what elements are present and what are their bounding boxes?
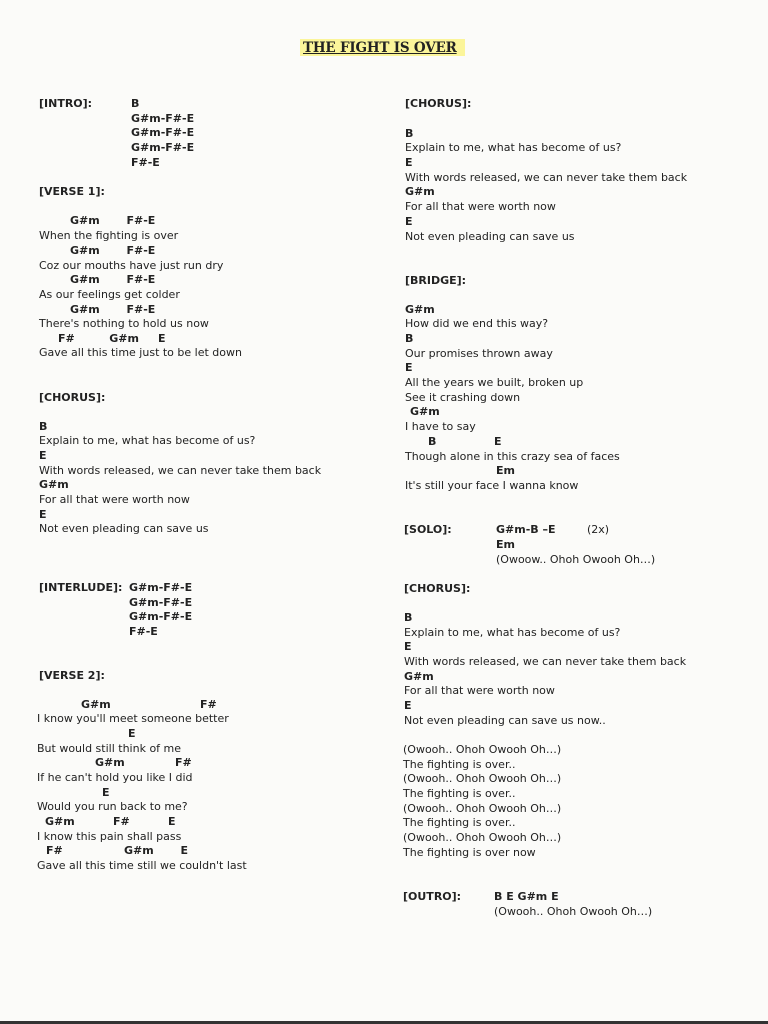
lyric-line: If he can't hold you like I did — [37, 771, 193, 784]
chord-line: B — [428, 435, 437, 448]
chord-line: G#m F#-E — [70, 244, 156, 257]
lyric-line: Our promises thrown away — [405, 347, 553, 360]
lyric-line: With words released, we can never take them back — [39, 464, 322, 477]
lyric-line: (Owooh.. Ohoh Owooh Oh…) — [494, 905, 653, 918]
lyric-line: (Owooh.. Ohoh Owooh Oh…) — [403, 802, 562, 815]
lyric-line: With words released, we can never take them back — [404, 655, 687, 668]
lyric-line: Not even pleading can save us — [39, 522, 209, 535]
chord-line: G#m-F#-E — [131, 112, 195, 125]
chord-line: G#m F#-E — [70, 214, 156, 227]
lyric-line: For all that were worth now — [39, 493, 190, 506]
chord-line: G#m — [410, 405, 440, 418]
lyric-line: Explain to me, what has become of us? — [39, 434, 256, 447]
chord-line: G#m F#-E — [70, 303, 156, 316]
section-label: [OUTRO]: — [403, 890, 462, 903]
chord-line: B — [405, 332, 414, 345]
section-label: [BRIDGE]: — [405, 274, 467, 287]
chord-line: F# G#m E — [58, 332, 166, 345]
lyric-line: Gave all this time still we couldn't last — [37, 859, 247, 872]
section-label: [SOLO]: — [404, 523, 452, 536]
chord-line: F#-E — [131, 156, 160, 169]
lyric-line: How did we end this way? — [405, 317, 549, 330]
chord-line: E — [405, 361, 413, 374]
chord-line: B — [39, 420, 48, 433]
lyric-line: Though alone in this crazy sea of faces — [405, 450, 620, 463]
section-label: [CHORUS]: — [39, 391, 106, 404]
lyric-line: Not even pleading can save us now.. — [404, 714, 606, 727]
chord-line: E — [128, 727, 136, 740]
chord-line: B — [404, 611, 413, 624]
lyric-line: (Owooh.. Ohoh Owooh Oh…) — [403, 743, 562, 756]
chord-line: G#m — [404, 670, 434, 683]
lyric-line: (Owooh.. Ohoh Owooh Oh…) — [403, 831, 562, 844]
chord-line: G#m — [39, 478, 69, 491]
chord-line: E — [39, 449, 47, 462]
chord-line: G#m — [405, 185, 435, 198]
chord-line: B E G#m E — [494, 890, 559, 903]
lyric-line: But would still think of me — [37, 742, 182, 755]
section-label: [INTRO]: — [39, 97, 93, 110]
chord-line: Em — [496, 538, 515, 551]
chord-line: G#m-F#-E — [129, 596, 193, 609]
chord-line: G#m — [81, 698, 111, 711]
section-label: [VERSE 2]: — [39, 669, 105, 682]
lyric-line: Would you run back to me? — [37, 800, 188, 813]
section-label: [VERSE 1]: — [39, 185, 105, 198]
chord-line: G#m F#-E — [70, 273, 156, 286]
lyric-line: I have to say — [405, 420, 476, 433]
section-label: [CHORUS]: — [405, 97, 472, 110]
lyric-line: The fighting is over now — [403, 846, 536, 859]
chord-line: E — [405, 156, 413, 169]
lyric-line: I know this pain shall pass — [37, 830, 182, 843]
lyric-line: Coz our mouths have just run dry — [39, 259, 224, 272]
chord-line: Em — [496, 464, 515, 477]
chord-line: E — [39, 508, 47, 521]
lyric-line: With words released, we can never take them back — [405, 171, 688, 184]
lyric-line: The fighting is over.. — [403, 816, 516, 829]
lyric-line: When the fighting is over — [39, 229, 179, 242]
chord-line: G#m — [95, 756, 125, 769]
lyric-line: Explain to me, what has become of us? — [405, 141, 622, 154]
lyric-line: Not even pleading can save us — [405, 230, 575, 243]
lyric-line: As our feelings get colder — [39, 288, 180, 301]
chord-line: E — [102, 786, 110, 799]
lyric-line: The fighting is over.. — [403, 787, 516, 800]
lyric-line: (Owooh.. Ohoh Owooh Oh…) — [403, 772, 562, 785]
lyric-line: The fighting is over.. — [403, 758, 516, 771]
chord-line: G#m — [405, 303, 435, 316]
chord-line: F# — [200, 698, 217, 711]
section-label: [INTERLUDE]: — [39, 581, 123, 594]
chord-line: B — [405, 127, 414, 140]
chord-line: F# G#m E — [46, 844, 189, 857]
lyric-line: For all that were worth now — [405, 200, 556, 213]
chord-line: E — [404, 640, 412, 653]
chord-line: G#m-F#-E — [129, 581, 193, 594]
chord-line: G#m-F#-E — [131, 126, 195, 139]
lyric-line: It's still your face I wanna know — [405, 479, 579, 492]
lyric-line: (Owoow.. Ohoh Owooh Oh…) — [496, 553, 656, 566]
chord-line: F#-E — [129, 625, 158, 638]
chord-line: B — [131, 97, 140, 110]
lyric-line: Gave all this time just to be let down — [39, 346, 242, 359]
chord-line: G#m-B –E — [496, 523, 556, 536]
lyric-line: See it crashing down — [405, 391, 521, 404]
lyric-line: There's nothing to hold us now — [39, 317, 209, 330]
chord-line: E — [494, 435, 502, 448]
lyric-line: For all that were worth now — [404, 684, 555, 697]
lyric-line: Explain to me, what has become of us? — [404, 626, 621, 639]
lyric-line: I know you'll meet someone better — [37, 712, 229, 725]
section-label: [CHORUS]: — [404, 582, 471, 595]
chord-line: F# — [175, 756, 192, 769]
repeat-note: (2x) — [587, 523, 610, 536]
song-title: THE FIGHT IS OVER — [300, 39, 465, 56]
chord-line: G#m F# E — [45, 815, 176, 828]
chord-line: E — [405, 215, 413, 228]
chord-line: E — [404, 699, 412, 712]
lyric-line: All the years we built, broken up — [405, 376, 584, 389]
chord-line: G#m-F#-E — [131, 141, 195, 154]
chord-line: G#m-F#-E — [129, 610, 193, 623]
